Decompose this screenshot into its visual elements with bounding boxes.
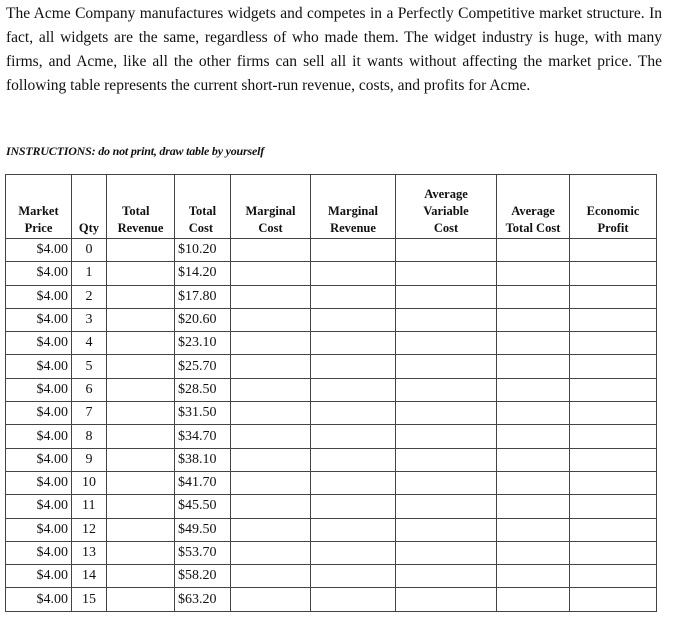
market-price-cell: $4.00 bbox=[6, 518, 72, 541]
marginal-revenue-cell bbox=[311, 588, 396, 611]
total-cost-cell: $17.80 bbox=[175, 285, 231, 308]
table-body bbox=[6, 239, 657, 612]
marginal-revenue-cell bbox=[311, 471, 396, 494]
table-row bbox=[6, 588, 657, 611]
header-qty: Qty bbox=[72, 175, 107, 239]
total-revenue-cell bbox=[107, 378, 175, 401]
table-row bbox=[6, 495, 657, 518]
average-variable-cost-cell bbox=[396, 588, 497, 611]
economic-profit-cell bbox=[570, 239, 657, 262]
average-total-cost-cell bbox=[497, 402, 570, 425]
qty-cell: 7 bbox=[72, 402, 107, 425]
market-price-cell: $4.00 bbox=[6, 588, 72, 611]
qty-cell: 15 bbox=[72, 588, 107, 611]
instructions-note: INSTRUCTIONS: do not print, draw table by yourself bbox=[6, 144, 265, 158]
marginal-revenue-cell bbox=[311, 518, 396, 541]
total-revenue-cell bbox=[107, 285, 175, 308]
market-price-cell: $4.00 bbox=[6, 355, 72, 378]
economic-profit-cell bbox=[570, 285, 657, 308]
average-total-cost-cell bbox=[497, 425, 570, 448]
table-row bbox=[6, 262, 657, 285]
marginal-revenue-cell bbox=[311, 262, 396, 285]
marginal-revenue-cell bbox=[311, 565, 396, 588]
table-row bbox=[6, 541, 657, 564]
total-cost-cell: $31.50 bbox=[175, 402, 231, 425]
economic-profit-cell bbox=[570, 355, 657, 378]
total-revenue-cell bbox=[107, 262, 175, 285]
marginal-revenue-cell bbox=[311, 332, 396, 355]
total-revenue-cell bbox=[107, 518, 175, 541]
marginal-cost-cell bbox=[231, 471, 311, 494]
average-variable-cost-cell bbox=[396, 355, 497, 378]
qty-cell: 11 bbox=[72, 495, 107, 518]
total-cost-cell: $53.70 bbox=[175, 541, 231, 564]
market-price-cell: $4.00 bbox=[6, 239, 72, 262]
header-total-cost: Total Cost bbox=[175, 175, 231, 239]
average-variable-cost-cell bbox=[396, 378, 497, 401]
market-price-cell: $4.00 bbox=[6, 495, 72, 518]
market-price-cell: $4.00 bbox=[6, 541, 72, 564]
marginal-cost-cell bbox=[231, 378, 311, 401]
marginal-revenue-cell bbox=[311, 378, 396, 401]
total-cost-cell: $25.70 bbox=[175, 355, 231, 378]
average-variable-cost-cell bbox=[396, 565, 497, 588]
total-revenue-cell bbox=[107, 355, 175, 378]
table-row bbox=[6, 332, 657, 355]
market-price-cell: $4.00 bbox=[6, 262, 72, 285]
total-cost-cell: $34.70 bbox=[175, 425, 231, 448]
table-row bbox=[6, 518, 657, 541]
marginal-revenue-cell bbox=[311, 355, 396, 378]
total-revenue-cell bbox=[107, 308, 175, 331]
marginal-revenue-cell bbox=[311, 402, 396, 425]
average-total-cost-cell bbox=[497, 495, 570, 518]
average-variable-cost-cell bbox=[396, 285, 497, 308]
economic-profit-cell bbox=[570, 471, 657, 494]
average-variable-cost-cell bbox=[396, 332, 497, 355]
marginal-cost-cell bbox=[231, 518, 311, 541]
table-row bbox=[6, 355, 657, 378]
average-variable-cost-cell bbox=[396, 425, 497, 448]
total-revenue-cell bbox=[107, 588, 175, 611]
marginal-revenue-cell bbox=[311, 425, 396, 448]
economic-profit-cell bbox=[570, 541, 657, 564]
economic-profit-cell bbox=[570, 588, 657, 611]
header-average-variable-cost: Average Variable Cost bbox=[396, 175, 497, 239]
marginal-revenue-cell bbox=[311, 239, 396, 262]
total-revenue-cell bbox=[107, 239, 175, 262]
qty-cell: 5 bbox=[72, 355, 107, 378]
total-cost-cell: $45.50 bbox=[175, 495, 231, 518]
economic-profit-cell bbox=[570, 402, 657, 425]
total-revenue-cell bbox=[107, 541, 175, 564]
economic-profit-cell bbox=[570, 425, 657, 448]
header-average-total-cost: Average Total Cost bbox=[497, 175, 570, 239]
economic-profit-cell bbox=[570, 565, 657, 588]
total-revenue-cell bbox=[107, 425, 175, 448]
market-price-cell: $4.00 bbox=[6, 565, 72, 588]
total-revenue-cell bbox=[107, 565, 175, 588]
average-total-cost-cell bbox=[497, 355, 570, 378]
average-total-cost-cell bbox=[497, 285, 570, 308]
header-total-revenue: Total Revenue bbox=[107, 175, 175, 239]
economic-profit-cell bbox=[570, 378, 657, 401]
total-revenue-cell bbox=[107, 332, 175, 355]
marginal-cost-cell bbox=[231, 565, 311, 588]
average-variable-cost-cell bbox=[396, 495, 497, 518]
cost-revenue-table bbox=[5, 174, 657, 612]
marginal-revenue-cell bbox=[311, 448, 396, 471]
market-price-cell: $4.00 bbox=[6, 425, 72, 448]
total-cost-cell: $38.10 bbox=[175, 448, 231, 471]
table-row bbox=[6, 402, 657, 425]
market-price-cell: $4.00 bbox=[6, 308, 72, 331]
average-total-cost-cell bbox=[497, 565, 570, 588]
header-row bbox=[6, 175, 657, 239]
average-total-cost-cell bbox=[497, 448, 570, 471]
average-variable-cost-cell bbox=[396, 239, 497, 262]
economic-profit-cell bbox=[570, 262, 657, 285]
header-market-price: Market Price bbox=[6, 175, 72, 239]
table-row bbox=[6, 285, 657, 308]
total-cost-cell: $10.20 bbox=[175, 239, 231, 262]
market-price-cell: $4.00 bbox=[6, 332, 72, 355]
marginal-cost-cell bbox=[231, 285, 311, 308]
average-variable-cost-cell bbox=[396, 541, 497, 564]
table-row bbox=[6, 448, 657, 471]
total-cost-cell: $58.20 bbox=[175, 565, 231, 588]
average-total-cost-cell bbox=[497, 239, 570, 262]
average-variable-cost-cell bbox=[396, 518, 497, 541]
qty-cell: 4 bbox=[72, 332, 107, 355]
table-row bbox=[6, 378, 657, 401]
total-cost-cell: $28.50 bbox=[175, 378, 231, 401]
qty-cell: 6 bbox=[72, 378, 107, 401]
total-cost-cell: $41.70 bbox=[175, 471, 231, 494]
qty-cell: 8 bbox=[72, 425, 107, 448]
qty-cell: 2 bbox=[72, 285, 107, 308]
market-price-cell: $4.00 bbox=[6, 402, 72, 425]
average-total-cost-cell bbox=[497, 378, 570, 401]
marginal-revenue-cell bbox=[311, 541, 396, 564]
intro-paragraph: The Acme Company manufactures widgets and competes in a Perfectly Competitive market structure. In fact, all widgets are the same, regardless of who made them. The widget industry is huge, with many firms, and Acme, like all the other firms can sell all it wants without affecting the market price. The following table represents the current short-run revenue, costs, and profits for Acme. bbox=[6, 5, 662, 94]
qty-cell: 3 bbox=[72, 308, 107, 331]
total-cost-cell: $23.10 bbox=[175, 332, 231, 355]
economic-profit-cell bbox=[570, 495, 657, 518]
average-total-cost-cell bbox=[497, 471, 570, 494]
qty-cell: 12 bbox=[72, 518, 107, 541]
table-row bbox=[6, 308, 657, 331]
header-marginal-revenue: Marginal Revenue bbox=[311, 175, 396, 239]
marginal-cost-cell bbox=[231, 402, 311, 425]
total-revenue-cell bbox=[107, 495, 175, 518]
table-row bbox=[6, 565, 657, 588]
market-price-cell: $4.00 bbox=[6, 378, 72, 401]
marginal-revenue-cell bbox=[311, 495, 396, 518]
qty-cell: 14 bbox=[72, 565, 107, 588]
total-revenue-cell bbox=[107, 448, 175, 471]
average-total-cost-cell bbox=[497, 588, 570, 611]
market-price-cell: $4.00 bbox=[6, 471, 72, 494]
total-cost-cell: $63.20 bbox=[175, 588, 231, 611]
marginal-cost-cell bbox=[231, 541, 311, 564]
total-revenue-cell bbox=[107, 402, 175, 425]
average-variable-cost-cell bbox=[396, 471, 497, 494]
marginal-cost-cell bbox=[231, 448, 311, 471]
qty-cell: 9 bbox=[72, 448, 107, 471]
economic-profit-cell bbox=[570, 448, 657, 471]
market-price-cell: $4.00 bbox=[6, 285, 72, 308]
header-economic-profit: Economic Profit bbox=[570, 175, 657, 239]
total-revenue-cell bbox=[107, 471, 175, 494]
qty-cell: 1 bbox=[72, 262, 107, 285]
economic-profit-cell bbox=[570, 518, 657, 541]
economic-profit-cell bbox=[570, 332, 657, 355]
marginal-cost-cell bbox=[231, 425, 311, 448]
average-total-cost-cell bbox=[497, 308, 570, 331]
average-variable-cost-cell bbox=[396, 308, 497, 331]
marginal-cost-cell bbox=[231, 239, 311, 262]
marginal-cost-cell bbox=[231, 308, 311, 331]
economic-profit-cell bbox=[570, 308, 657, 331]
average-total-cost-cell bbox=[497, 332, 570, 355]
qty-cell: 0 bbox=[72, 239, 107, 262]
average-total-cost-cell bbox=[497, 518, 570, 541]
average-total-cost-cell bbox=[497, 262, 570, 285]
marginal-revenue-cell bbox=[311, 308, 396, 331]
total-cost-cell: $20.60 bbox=[175, 308, 231, 331]
marginal-cost-cell bbox=[231, 355, 311, 378]
header-marginal-cost: Marginal Cost bbox=[231, 175, 311, 239]
qty-cell: 10 bbox=[72, 471, 107, 494]
qty-cell: 13 bbox=[72, 541, 107, 564]
average-variable-cost-cell bbox=[396, 402, 497, 425]
marginal-cost-cell bbox=[231, 495, 311, 518]
total-cost-cell: $49.50 bbox=[175, 518, 231, 541]
average-total-cost-cell bbox=[497, 541, 570, 564]
average-variable-cost-cell bbox=[396, 262, 497, 285]
table-row bbox=[6, 239, 657, 262]
table-row bbox=[6, 471, 657, 494]
marginal-cost-cell bbox=[231, 332, 311, 355]
table-row bbox=[6, 425, 657, 448]
marginal-cost-cell bbox=[231, 588, 311, 611]
marginal-cost-cell bbox=[231, 262, 311, 285]
total-cost-cell: $14.20 bbox=[175, 262, 231, 285]
average-variable-cost-cell bbox=[396, 448, 497, 471]
marginal-revenue-cell bbox=[311, 285, 396, 308]
market-price-cell: $4.00 bbox=[6, 448, 72, 471]
